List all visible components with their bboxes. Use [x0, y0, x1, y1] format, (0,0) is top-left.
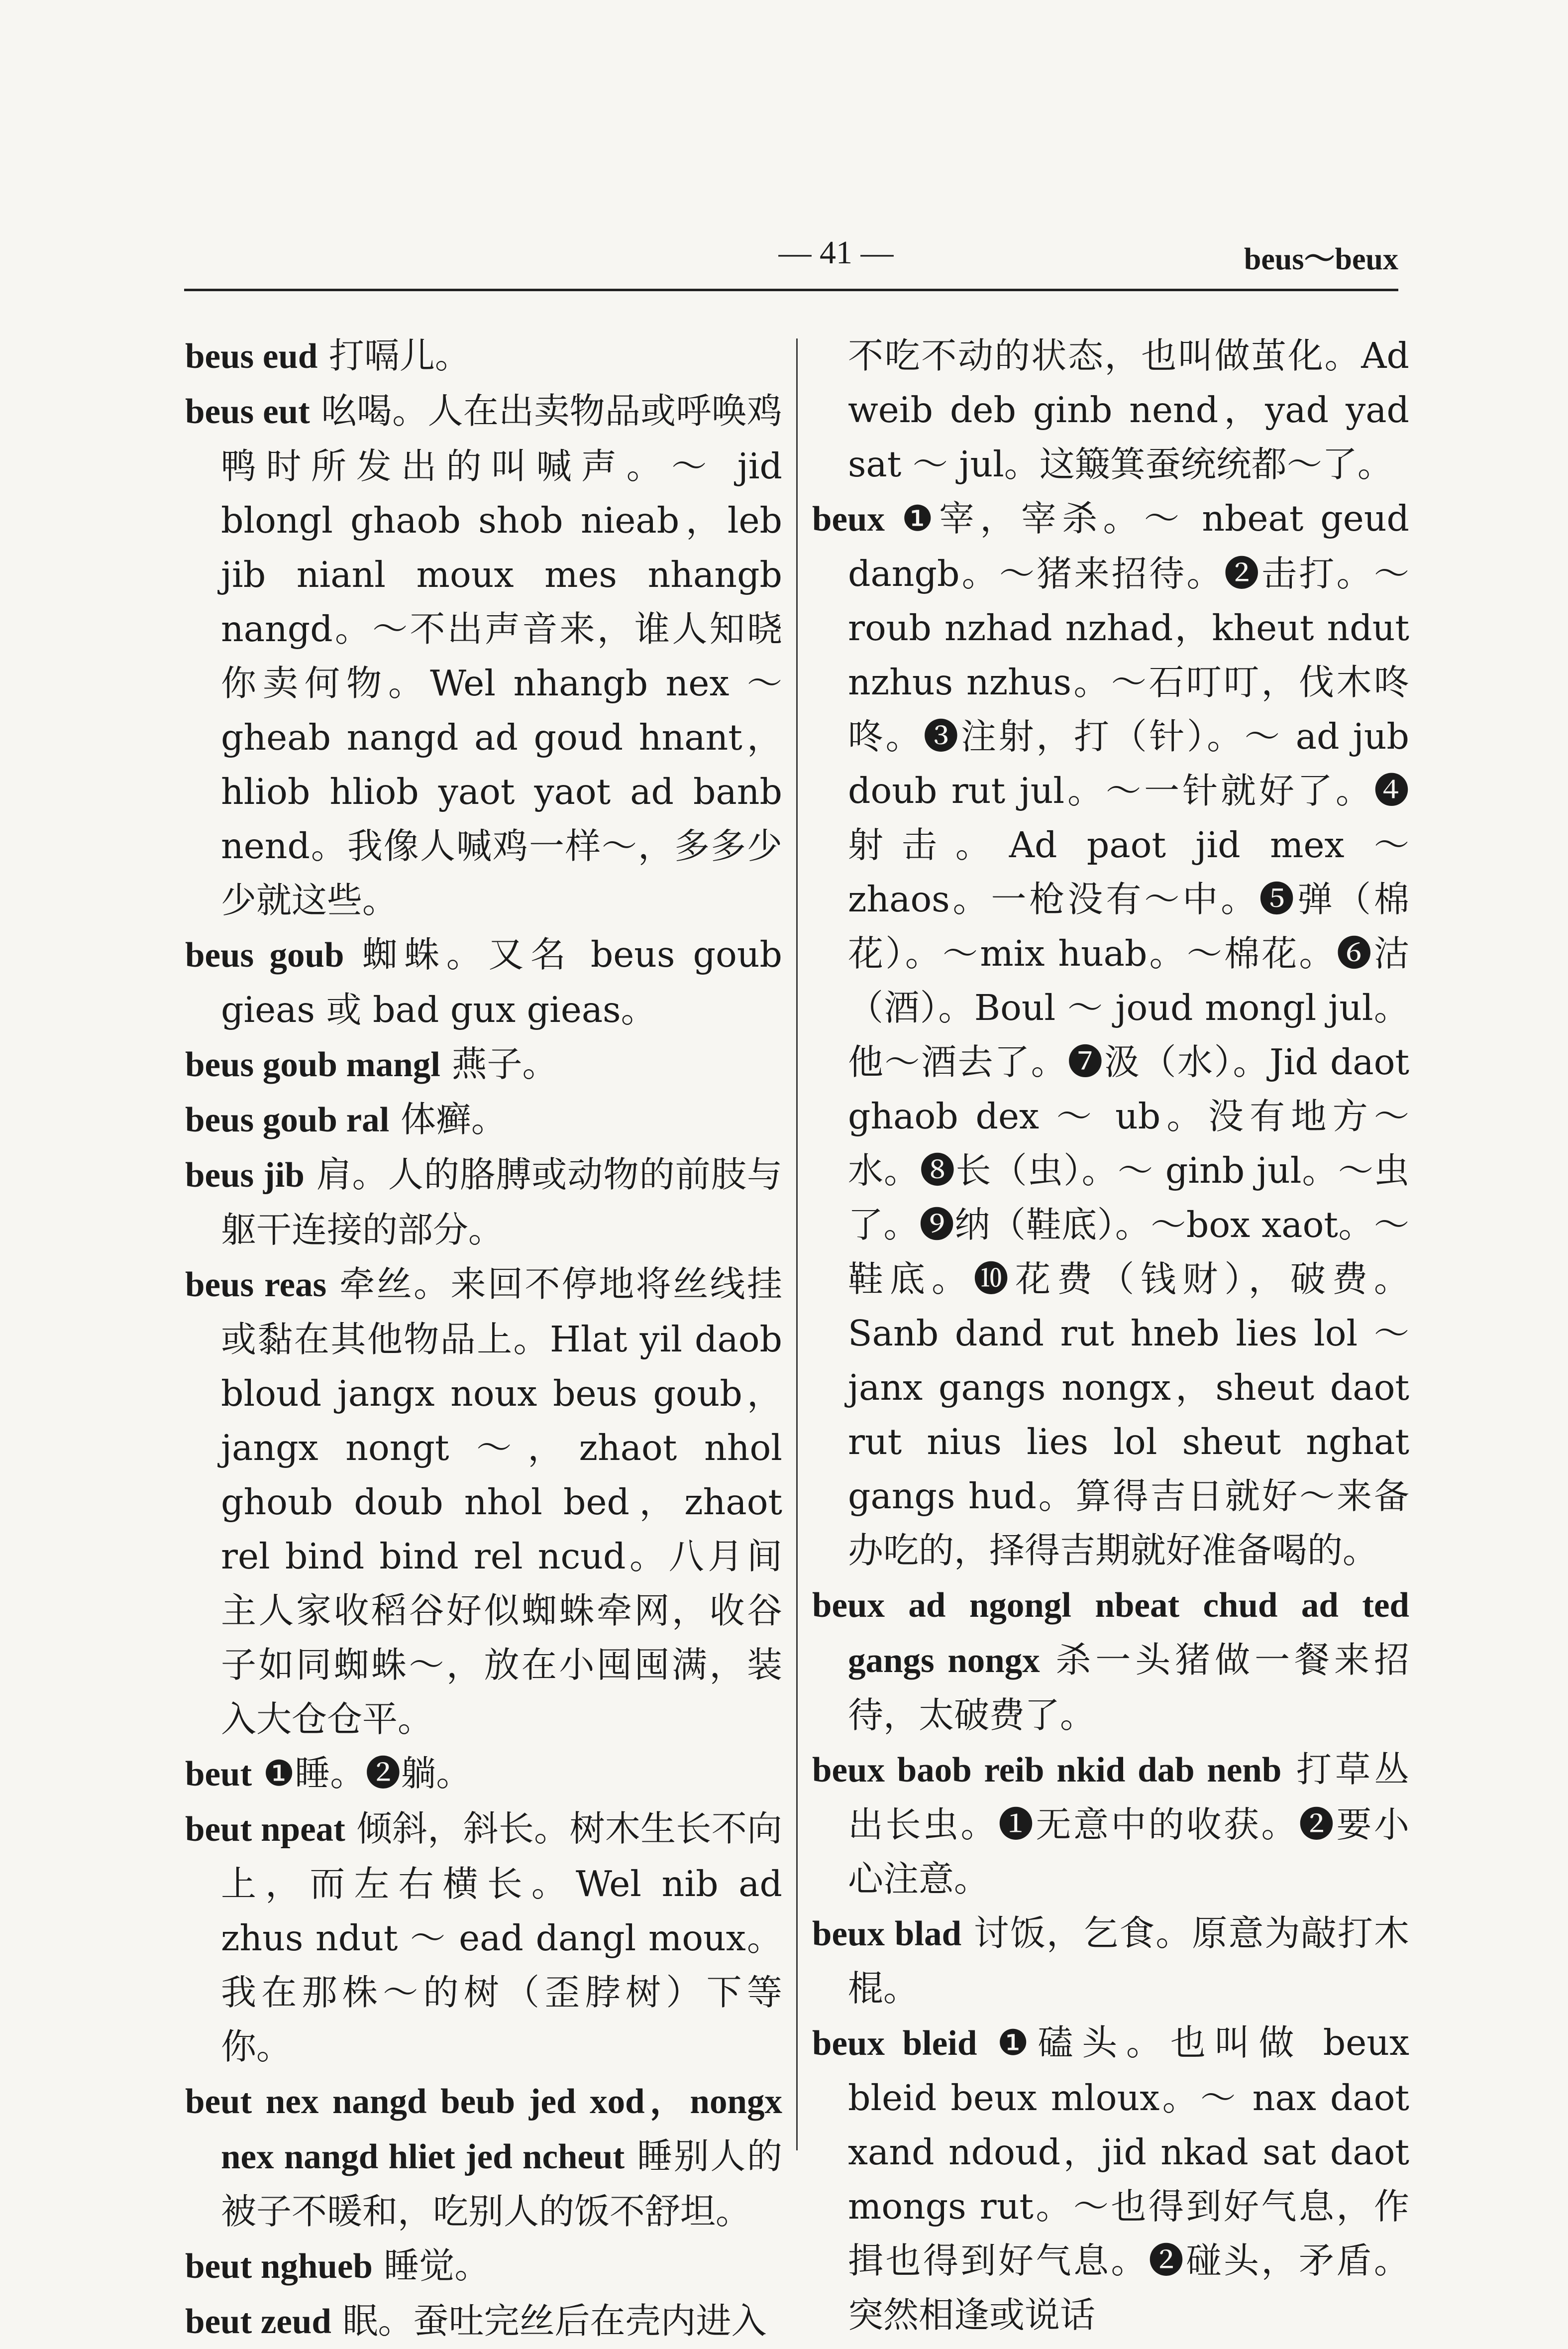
definition: 睡别人的被子不暖和，吃别人的饭不舒坦。	[221, 2135, 782, 2232]
definition: 吆喝。人在出卖物品或呼唤鸡鸭时所发出的叫喊声。～ jid blongl ghaob shob nieab，leb jib nianl moux mes nhangb nangd。～不出声音来，谁人知晓你卖何物。Wel nhangb nex ～ gheab nangd ad goud hnant，hliob hliob yaot yaot ad banb nend。我像人喊鸡一样～，多多少少就这些。	[221, 390, 782, 921]
headword: beut nex nangd beub jed xod，nongx nex nangd hliet jed ncheut	[185, 2082, 782, 2176]
headword: beus reas	[185, 1265, 327, 1304]
headword: beus goub mangl	[185, 1045, 440, 1084]
definition: 蜘蛛。又名 beus goub gieas 或 bad gux gieas。	[221, 934, 782, 1030]
headword: beut npeat	[185, 1810, 345, 1849]
header-rule	[184, 289, 1398, 291]
running-head: beus～beux	[1244, 242, 1398, 276]
dictionary-entry	[185, 329, 782, 384]
headword: beus goub ral	[185, 1101, 390, 1139]
dictionary-entry	[185, 2238, 782, 2294]
right-column	[812, 329, 1409, 2342]
definition: ❶磕头。也叫做 beux bleid beux mloux。～ nax daot xand ndoud，jid nkad sat daot mongs rut。～也得到好气息，作揖也得到好气息。❷碰头，矛盾。突然相逢或说话	[848, 2022, 1409, 2336]
dictionary-entry	[185, 1037, 782, 1092]
left-column	[185, 329, 782, 2349]
definition: 杀一头猪做一餐来招待，太破费了。	[848, 1639, 1410, 1736]
entry-continuation: 不吃不动的状态，也叫做茧化。Ad weib deb ginb nend，yad yad sat ～ jul。这簸箕蚕统统都～了。	[848, 335, 1409, 485]
dictionary-entry	[185, 2074, 782, 2238]
definition: 打嗝儿。	[317, 335, 470, 376]
dictionary-entry	[185, 2294, 782, 2349]
dictionary-entry	[812, 2015, 1409, 2342]
headword: beut	[185, 1755, 252, 1793]
headword: beut nghueb	[185, 2247, 373, 2286]
definition: 燕子。	[440, 1043, 558, 1085]
dictionary-entry	[185, 1092, 782, 1147]
headword: beux	[812, 500, 885, 539]
definition: 体癣。	[389, 1099, 507, 1140]
definition: 牵丝。来回不停地将丝线挂或黏在其他物品上。Hlat yil daob bloud jangx noux beus goub，jangx nongt ～，zhaot nhol ghoub doub nhol bed，zhaot rel bind bind rel ncud。八月间主人家收稻谷好似蜘蛛牵网，收谷子如同蜘蛛～，放在小囤囤满，装入大仓仓平。	[221, 1263, 782, 1740]
definition: 讨饭，乞食。原意为敲打木棍。	[848, 1912, 1410, 2009]
dictionary-entry	[812, 1742, 1409, 1906]
headword: beut zeud	[185, 2302, 331, 2341]
dictionary-entry	[185, 384, 782, 927]
headword: beus eud	[185, 337, 318, 376]
headword: beux ad ngongl nbeat chud ad ted gangs nongx	[812, 1586, 1409, 1680]
headword: beus eut	[185, 392, 310, 431]
headword: beus jib	[185, 1156, 305, 1195]
dictionary-entry	[812, 1577, 1409, 1742]
definition: 睡觉。	[372, 2245, 490, 2286]
headword: beux bleid	[812, 2024, 977, 2063]
dictionary-entry	[812, 491, 1409, 1577]
dictionary-entry	[812, 1906, 1409, 2015]
definition: 打草丛出长虫。❶无意中的收获。❷要小心注意。	[848, 1749, 1409, 1900]
headword: beus goub	[185, 936, 344, 975]
dictionary-entry	[185, 1746, 782, 1801]
page-header	[184, 224, 1398, 289]
page-number: — 41 —	[778, 234, 894, 271]
dictionary-entry	[185, 1257, 782, 1746]
dictionary-entry	[185, 927, 782, 1037]
definition: ❶宰，宰杀。～ nbeat geud dangb。～猪来招待。❷击打。～ roub nzhad nzhad，kheut ndut nzhus nzhus。～石叮叮，伐木咚咚。❸注射，打（针）。～ ad jub doub rut jul。～一针就好了。❹射击。Ad paot jid mex ～ zhaos。一枪没有～中。❺弹（棉花）。～mix huab。～棉花。❻沽（酒）。Boul ～ joud mongl jul。他～酒去了。❼汲（水）。Jid daot ghaob dex ～ ub。没有地方～水。❽长（虫）。～ ginb jul。～虫了。❾纳（鞋底）。～box xaot。～鞋底。❿花费（钱财），破费。Sanb dand rut hneb lies lol ～ janx gangs nongx，sheut daot rut nius lies lol sheut nghat gangs hud。算得吉日就好～来备办吃的，择得吉期就好准备喝的。	[848, 498, 1409, 1571]
definition: ❶睡。❷躺。	[252, 1753, 472, 1794]
dictionary-entry	[185, 1147, 782, 1257]
definition: 倾斜，斜长。树木生长不向上，而左右横长。Wel nib ad zhus ndut ～ ead dangl moux。我在那株～的树（歪脖树）下等你。	[221, 1808, 782, 2067]
headword: beux baob reib nkid dab nenb	[812, 1751, 1282, 1790]
definition: 肩。人的胳膊或动物的前肢与躯干连接的部分。	[221, 1154, 782, 1250]
column-divider	[796, 338, 798, 2150]
definition: 眠。蚕吐完丝后在壳内进入	[331, 2300, 767, 2342]
headword: beux blad	[812, 1914, 962, 1953]
dictionary-entry	[185, 1801, 782, 2074]
